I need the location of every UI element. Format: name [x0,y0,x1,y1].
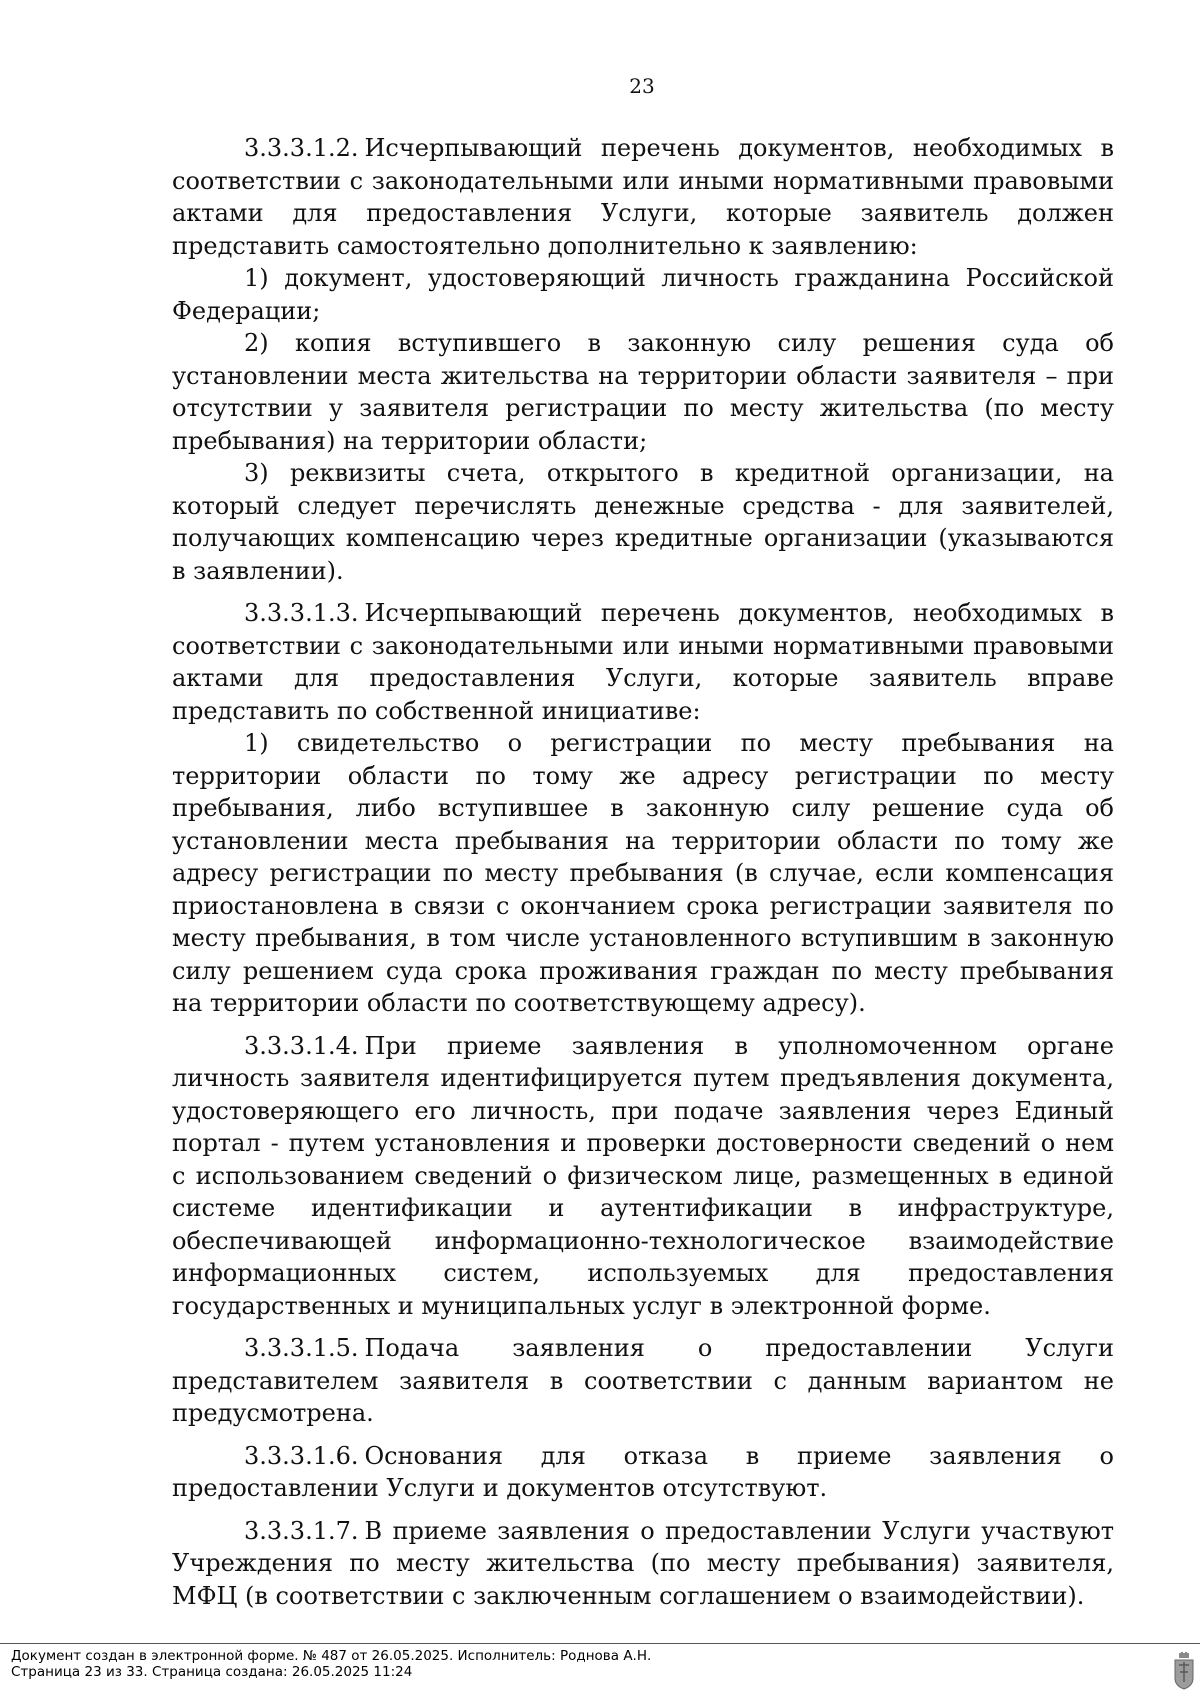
paragraph-text: Исчерпывающий перечень документов, необходимых в соответствии с законодательными или иными нормативными правовыми актами для предоставления Услуги, которые заявитель должен представить самостоятельно дополнительно к заявлению: [172,134,1114,260]
document-body [172,132,1114,1612]
list-item-3 [172,457,1114,587]
footer-line-2: Страница 23 из 33. Страница создана: 26.05.2025 11:24 [11,1663,413,1680]
clause-number: 3.3.3.1.4. [244,1031,359,1060]
paragraph-3-3-3-1-5 [172,1332,1114,1430]
paragraph-text: При приеме заявления в уполномоченном органе личность заявителя идентифицируется путем предъявления документа, удостоверяющего его личность, при подаче заявления через Единый портал - путем установления и проверки достоверности сведений о нем с использованием сведений о физическом лице, размещенных в единой системе идентификации и аутентификации в инфраструктуре, обеспечивающей информационно-технологическое взаимодействие информационных систем, используемых для предоставления государственных и муниципальных услуг в электронной форме. [172,1031,1114,1320]
footer-divider [0,1643,1200,1644]
list-item-2 [172,327,1114,457]
document-footer [11,1649,651,1680]
paragraph-text: 2) копия вступившего в законную силу решения суда об установлении места жительства на территории области заявителя – при отсутствии у заявителя регистрации по месту жительства (по месту пребывания) на территории области; [172,329,1114,455]
clause-number: 3.3.3.1.3. [244,599,359,627]
paragraph-text: 1) документ, удостоверяющий личность гражданина Российской Федерации; [172,264,1114,325]
paragraph-3-3-3-1-6 [172,1440,1114,1505]
footer-line-1: Документ создан в электронной форме. № 487 от 26.05.2025. Исполнитель: Роднова А.Н. [11,1648,652,1664]
list-item-1 [172,727,1114,1020]
paragraph-3-3-3-1-7 [172,1515,1114,1613]
paragraph-text: В приеме заявления о предоставлении Услуги участвуют Учреждения по месту жительства (по месту пребывания) заявителя, МФЦ (в соответствии с заключенным соглашением о взаимодействии). [172,1516,1114,1610]
paragraph-text: Исчерпывающий перечень документов, необходимых в соответствии с законодательными или иными нормативными правовыми актами для предоставления Услуги, которые заявитель вправе представить по собственной инициативе: [172,599,1114,725]
paragraph-text: Основания для отказа в приеме заявления о предоставлении Услуги и документов отсутствуют. [172,1441,1114,1502]
paragraph-text: Подача заявления о предоставлении Услуги представителем заявителя в соответствии с данным вариантом не предусмотрена. [172,1334,1114,1427]
coat-of-arms-icon [1173,1652,1195,1690]
paragraph-text: 1) свидетельство о регистрации по месту пребывания на территории области по тому же адресу регистрации по месту пребывания, либо вступившее в законную силу решение суда об установлении места пребывания на территории области по тому же адресу регистрации по месту пребывания (в случае, если компенсация приостановлена в связи с окончанием срока регистрации заявителя по месту пребывания, в том числе установленного вступившим в законную силу решением суда срока проживания граждан по месту пребывания на территории области по соответствующему адресу). [172,729,1114,1017]
clause-number: 3.3.3.1.2. [244,134,359,162]
paragraph-3-3-3-1-4 [172,1030,1114,1323]
clause-number: 3.3.3.1.6. [244,1441,359,1470]
clause-number: 3.3.3.1.7. [244,1516,359,1545]
page-number: 23 [629,74,655,98]
paragraph-3-3-3-1-3 [172,597,1114,727]
list-item-1 [172,262,1114,327]
paragraph-3-3-3-1-2 [172,132,1114,262]
clause-number: 3.3.3.1.5. [244,1334,359,1362]
paragraph-text: 3) реквизиты счета, открытого в кредитной организации, на который следует перечислять денежные средства - для заявителей, получающих компенсацию через кредитные организации (указываются в заявлении). [172,459,1114,585]
